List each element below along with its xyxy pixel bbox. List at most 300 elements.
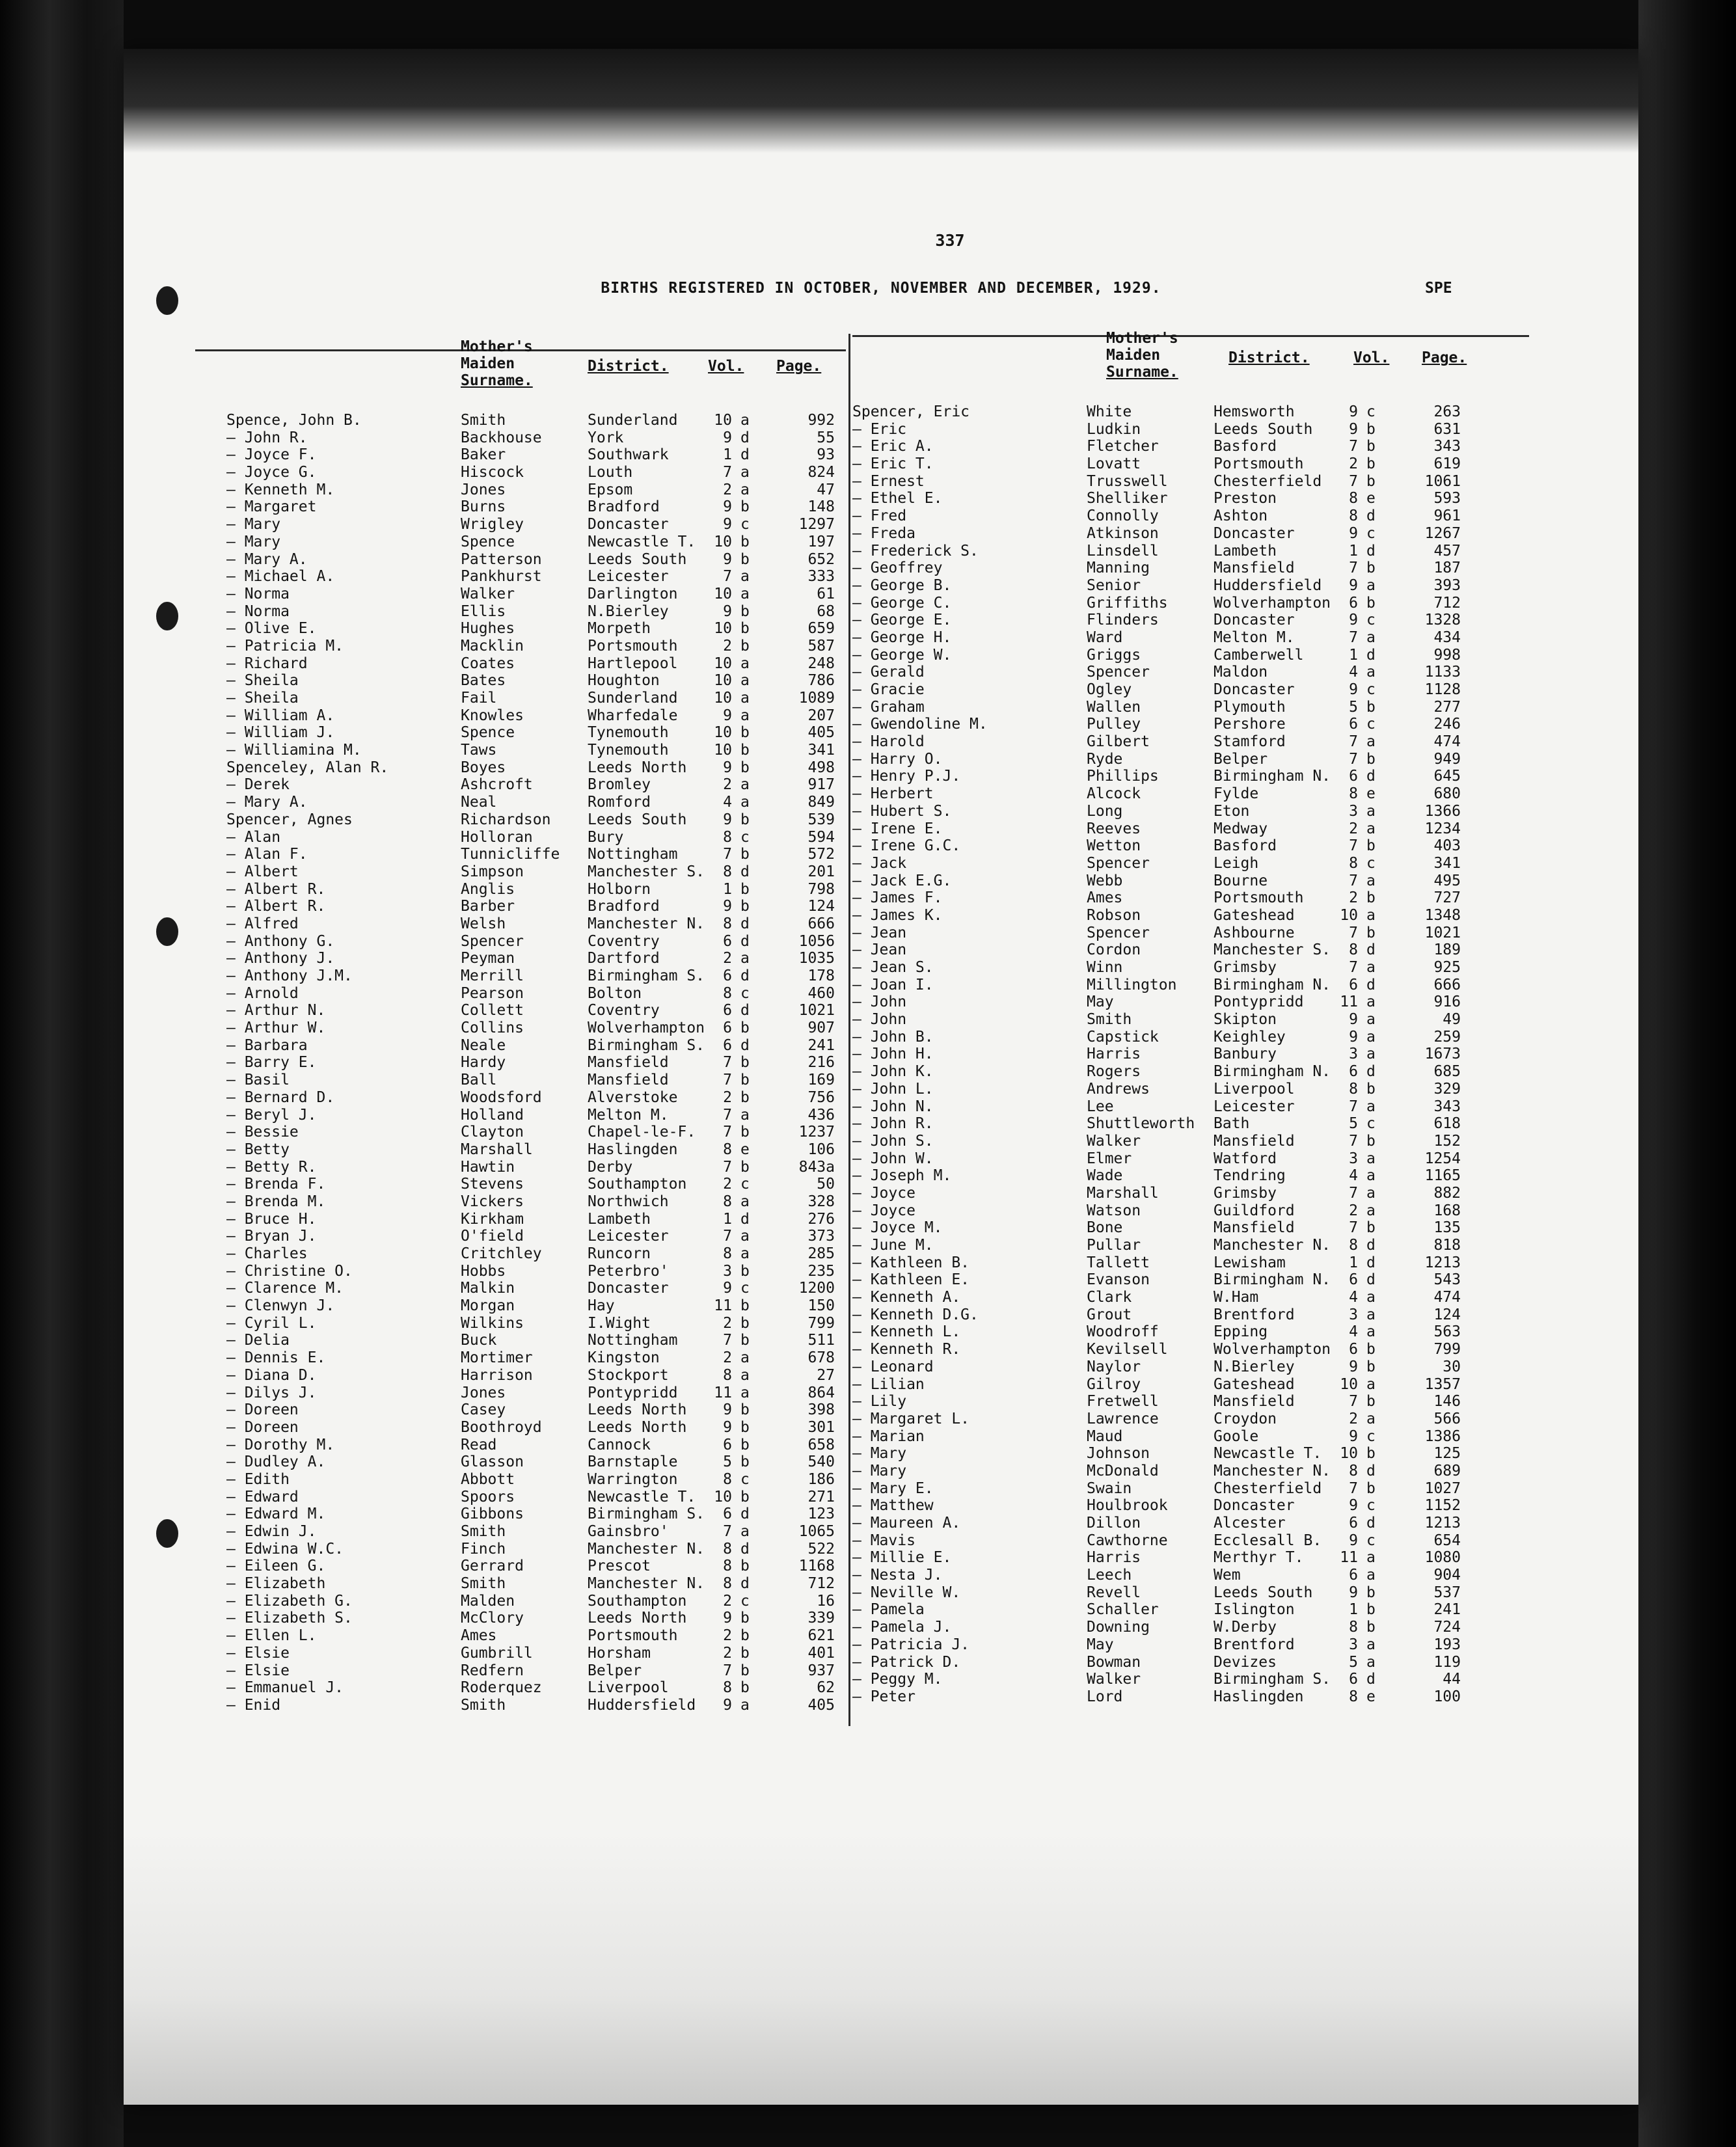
entry-name: — Edwin J. bbox=[226, 1523, 317, 1540]
entry-volume: 7 bbox=[1349, 628, 1358, 646]
entry-volume-letter: b bbox=[740, 498, 750, 516]
entry-name: — Jean S. bbox=[852, 959, 934, 976]
entry-district: Doncaster bbox=[588, 1280, 669, 1297]
register-entry bbox=[852, 629, 1510, 647]
entry-page: 207 bbox=[807, 707, 835, 724]
entry-page: 916 bbox=[1433, 993, 1461, 1011]
entry-volume: 1 bbox=[1349, 1254, 1358, 1271]
entry-page: 329 bbox=[1433, 1080, 1461, 1098]
entry-volume-letter: c bbox=[740, 984, 750, 1002]
entry-name: — Albert R. bbox=[226, 880, 326, 898]
entry-maiden-surname: Leech bbox=[1087, 1567, 1132, 1584]
entry-maiden-surname: Woodsford bbox=[461, 1088, 542, 1106]
entry-page: 343 bbox=[1433, 438, 1461, 455]
header-district: District. bbox=[588, 358, 669, 375]
entry-name: — Brenda F. bbox=[226, 1176, 326, 1193]
entry-name: — Graham bbox=[852, 698, 925, 716]
entry-district: Bourne bbox=[1214, 872, 1268, 889]
entry-name: — John K. bbox=[852, 1063, 934, 1081]
entry-name: — Norma bbox=[226, 585, 290, 602]
entry-page: 277 bbox=[1433, 698, 1461, 716]
entry-volume: 8 bbox=[723, 1540, 732, 1558]
entry-volume-letter: c bbox=[740, 1592, 750, 1610]
entry-page: 201 bbox=[807, 863, 835, 880]
register-entry bbox=[226, 1610, 884, 1627]
entry-district: Keighley bbox=[1214, 1028, 1286, 1046]
entry-district: Birmingham N. bbox=[1214, 976, 1331, 993]
entry-district: Goole bbox=[1214, 1427, 1259, 1445]
entry-name: — Betty R. bbox=[226, 1158, 317, 1176]
entry-district: Portsmouth bbox=[1214, 455, 1304, 473]
register-entry bbox=[226, 898, 884, 915]
register-entry bbox=[852, 1619, 1510, 1636]
register-entry bbox=[226, 1297, 884, 1315]
entry-name: — Doreen bbox=[226, 1418, 299, 1436]
entry-district: Southampton bbox=[588, 1176, 687, 1193]
register-entry bbox=[852, 1376, 1510, 1394]
entry-page: 62 bbox=[817, 1679, 835, 1697]
entry-maiden-surname: Watson bbox=[1087, 1202, 1141, 1219]
register-entry bbox=[226, 1419, 884, 1437]
register-entry bbox=[852, 872, 1510, 890]
entry-volume: 6 bbox=[723, 1002, 732, 1019]
entry-name: — George B. bbox=[852, 576, 952, 594]
register-entry bbox=[226, 446, 884, 464]
register-entry bbox=[226, 429, 884, 447]
entry-name: — George W. bbox=[852, 646, 952, 664]
entry-maiden-surname: Smith bbox=[1087, 1011, 1132, 1029]
entry-maiden-surname: Cawthorne bbox=[1087, 1532, 1168, 1549]
entry-volume-letter: b bbox=[740, 1262, 750, 1280]
entry-maiden-surname: Flinders bbox=[1087, 612, 1159, 629]
entry-maiden-surname: Hawtin bbox=[461, 1158, 515, 1176]
entry-district: Bradford bbox=[588, 498, 660, 516]
entry-page: 1200 bbox=[798, 1280, 835, 1297]
entry-name: — Elizabeth bbox=[226, 1575, 326, 1593]
entry-name: — Mary A. bbox=[226, 794, 308, 811]
entry-volume: 10 bbox=[714, 690, 732, 707]
entry-volume: 4 bbox=[1349, 664, 1358, 681]
entry-district: Haslingden bbox=[588, 1141, 678, 1158]
entry-page: 47 bbox=[817, 481, 835, 498]
entry-page: 1133 bbox=[1424, 664, 1461, 681]
entry-name: — Edith bbox=[226, 1470, 290, 1488]
entry-maiden-surname: Ludkin bbox=[1087, 420, 1141, 438]
entry-volume: 9 bbox=[723, 602, 732, 620]
entry-maiden-surname: Pullar bbox=[1087, 1237, 1141, 1254]
entry-name: — Joyce G. bbox=[226, 464, 317, 481]
entry-name: — George H. bbox=[852, 628, 952, 646]
entry-volume: 7 bbox=[723, 464, 732, 481]
entry-volume-letter: d bbox=[1366, 768, 1376, 785]
entry-volume-letter: b bbox=[740, 1054, 750, 1072]
entry-volume: 2 bbox=[723, 776, 732, 794]
entry-maiden-surname: Elmer bbox=[1087, 1150, 1132, 1167]
entry-name: — Mary bbox=[852, 1462, 907, 1479]
entry-name: — Elizabeth G. bbox=[226, 1592, 353, 1610]
entry-volume-letter: d bbox=[1366, 1254, 1376, 1271]
register-entry bbox=[226, 985, 884, 1003]
register-entry bbox=[852, 1549, 1510, 1567]
entry-volume-letter: d bbox=[1366, 542, 1376, 560]
entry-name: — Eric T. bbox=[852, 455, 934, 473]
entry-volume-letter: a bbox=[1366, 1028, 1376, 1046]
entry-district: Watford bbox=[1214, 1150, 1277, 1167]
entry-district: Newcastle T. bbox=[1214, 1445, 1322, 1463]
register-entry bbox=[226, 1176, 884, 1193]
entry-volume-letter: a bbox=[1366, 664, 1376, 681]
entry-district: Belper bbox=[1214, 750, 1268, 768]
entry-name: — Maureen A. bbox=[852, 1515, 961, 1532]
entry-volume: 10 bbox=[1340, 1445, 1358, 1463]
entry-name: — Henry P.J. bbox=[852, 768, 961, 785]
register-entry bbox=[226, 881, 884, 898]
entry-maiden-surname: Swain bbox=[1087, 1479, 1132, 1497]
entry-maiden-surname: Harris bbox=[1087, 1046, 1141, 1063]
entry-volume-letter: b bbox=[1366, 420, 1376, 438]
entry-volume: 9 bbox=[1349, 1497, 1358, 1515]
entry-name: — Barry E. bbox=[226, 1054, 317, 1072]
entry-district: Doncaster bbox=[1214, 612, 1295, 629]
entry-name: — Harry O. bbox=[852, 750, 943, 768]
entry-maiden-surname: Gilbert bbox=[1087, 733, 1150, 751]
entry-district: Sunderland bbox=[588, 412, 678, 429]
entry-maiden-surname: Phillips bbox=[1087, 768, 1159, 785]
entry-volume: 7 bbox=[1349, 924, 1358, 941]
entry-volume-letter: b bbox=[740, 1662, 750, 1679]
entry-maiden-surname: Hiscock bbox=[461, 464, 524, 481]
entry-volume-letter: b bbox=[1366, 750, 1376, 768]
entry-maiden-surname: Holloran bbox=[461, 828, 533, 846]
entry-volume: 2 bbox=[1349, 1202, 1358, 1219]
entry-maiden-surname: Grout bbox=[1087, 1306, 1132, 1323]
entry-name: — Sheila bbox=[226, 672, 299, 690]
entry-page: 1348 bbox=[1424, 906, 1461, 924]
entry-page: 398 bbox=[807, 1401, 835, 1419]
entry-district: Manchester N. bbox=[588, 915, 705, 932]
entry-maiden-surname: Tallett bbox=[1087, 1254, 1150, 1271]
entry-maiden-surname: Collett bbox=[461, 1002, 524, 1019]
register-entry bbox=[226, 1558, 884, 1575]
entry-volume: 7 bbox=[723, 1158, 732, 1176]
entry-name: — Olive E. bbox=[226, 620, 317, 638]
entry-name: — Joyce bbox=[852, 1184, 915, 1202]
entry-maiden-surname: Ward bbox=[1087, 628, 1123, 646]
entry-name: — George C. bbox=[852, 594, 952, 612]
entry-district: Nottingham bbox=[588, 846, 678, 863]
entry-name: — Beryl J. bbox=[226, 1106, 317, 1124]
entry-district: Barnstaple bbox=[588, 1453, 678, 1471]
entry-page: 511 bbox=[807, 1332, 835, 1349]
entry-page: 1297 bbox=[798, 516, 835, 533]
entry-volume-letter: a bbox=[740, 655, 750, 672]
register-entry bbox=[226, 1280, 884, 1297]
entry-district: N.Bierley bbox=[588, 602, 669, 620]
entry-volume: 8 bbox=[1349, 1462, 1358, 1479]
entry-district: Cannock bbox=[588, 1436, 651, 1453]
entry-name: — Irene G.C. bbox=[852, 837, 961, 855]
entry-maiden-surname: Harrison bbox=[461, 1366, 533, 1384]
entry-district: Hemsworth bbox=[1214, 403, 1295, 420]
entry-name: — Joyce F. bbox=[226, 446, 317, 464]
register-entry bbox=[852, 525, 1510, 543]
entry-page: 401 bbox=[807, 1644, 835, 1662]
entry-volume: 9 bbox=[1349, 403, 1358, 420]
entry-volume-letter: a bbox=[740, 585, 750, 602]
entry-district: Portsmouth bbox=[588, 1627, 678, 1645]
register-entry bbox=[226, 533, 884, 551]
entry-volume: 9 bbox=[723, 1418, 732, 1436]
entry-page: 189 bbox=[1433, 941, 1461, 959]
entry-maiden-surname: Abbott bbox=[461, 1470, 515, 1488]
entry-volume: 8 bbox=[723, 1141, 732, 1158]
entry-page: 712 bbox=[807, 1575, 835, 1593]
entry-name: — Michael A. bbox=[226, 568, 335, 586]
entry-volume-letter: a bbox=[1366, 1150, 1376, 1167]
entry-name: — Basil bbox=[226, 1072, 290, 1089]
register-entry bbox=[852, 1323, 1510, 1341]
entry-page: 1152 bbox=[1424, 1497, 1461, 1515]
entry-district: Birmingham N. bbox=[1214, 1271, 1331, 1289]
register-entry bbox=[226, 794, 884, 811]
entry-volume: 10 bbox=[714, 655, 732, 672]
entry-volume-letter: b bbox=[1366, 438, 1376, 455]
entry-volume: 8 bbox=[723, 1245, 732, 1262]
entry-district: Chapel-le-F. bbox=[588, 1124, 696, 1141]
entry-page: 100 bbox=[1433, 1688, 1461, 1705]
entry-district: Mansfield bbox=[1214, 560, 1295, 577]
entry-district: Guildford bbox=[1214, 1202, 1295, 1219]
entry-name: — John R. bbox=[226, 429, 308, 446]
register-entry bbox=[226, 1037, 884, 1055]
entry-volume-letter: b bbox=[740, 1072, 750, 1089]
entry-volume-letter: b bbox=[1366, 1619, 1376, 1636]
entry-page: 1213 bbox=[1424, 1515, 1461, 1532]
entry-volume-letter: b bbox=[1366, 594, 1376, 612]
entry-district: Manchester S. bbox=[1214, 941, 1331, 959]
entry-district: Leeds South bbox=[1214, 1584, 1313, 1601]
entry-name: — Joyce M. bbox=[852, 1219, 943, 1237]
entry-district: Tynemouth bbox=[588, 742, 669, 759]
entry-district: Maldon bbox=[1214, 664, 1268, 681]
entry-volume: 9 bbox=[723, 898, 732, 915]
entry-volume-letter: d bbox=[740, 863, 750, 880]
entry-page: 1056 bbox=[798, 932, 835, 950]
entry-volume: 1 bbox=[723, 880, 732, 898]
register-entry bbox=[852, 577, 1510, 595]
entry-name: — Lily bbox=[852, 1393, 907, 1411]
entry-district: Skipton bbox=[1214, 1011, 1277, 1029]
entry-page: 1237 bbox=[798, 1124, 835, 1141]
entry-page: 618 bbox=[1433, 1115, 1461, 1133]
register-entry bbox=[226, 1679, 884, 1697]
entry-volume: 9 bbox=[1349, 1584, 1358, 1601]
punch-hole bbox=[156, 917, 178, 946]
entry-volume-letter: d bbox=[740, 1575, 750, 1593]
entry-maiden-surname: Spencer bbox=[1087, 924, 1150, 941]
entry-volume: 9 bbox=[723, 550, 732, 568]
entry-page: 49 bbox=[1443, 1011, 1461, 1029]
entry-volume-letter: a bbox=[740, 690, 750, 707]
entry-volume-letter: a bbox=[1366, 576, 1376, 594]
entry-district: Wolverhampton bbox=[1214, 1341, 1331, 1358]
punch-hole bbox=[156, 602, 178, 630]
entry-volume-letter: b bbox=[740, 1627, 750, 1645]
entry-maiden-surname: Pulley bbox=[1087, 716, 1141, 733]
entry-maiden-surname: Gilroy bbox=[1087, 1375, 1141, 1393]
entry-district: Birmingham S. bbox=[588, 1506, 705, 1523]
entry-district: Melton M. bbox=[1214, 628, 1295, 646]
register-entry bbox=[852, 1480, 1510, 1498]
entry-name: — Emmanuel J. bbox=[226, 1679, 344, 1697]
entry-volume-letter: d bbox=[1366, 1671, 1376, 1688]
entry-page: 93 bbox=[817, 446, 835, 464]
entry-page: 44 bbox=[1443, 1671, 1461, 1688]
entry-volume: 10 bbox=[714, 742, 732, 759]
entry-maiden-surname: Smith bbox=[461, 412, 506, 429]
entry-page: 271 bbox=[807, 1488, 835, 1506]
entry-name: — Edward bbox=[226, 1488, 299, 1506]
entry-district: Basford bbox=[1214, 438, 1277, 455]
register-entry bbox=[226, 1141, 884, 1159]
entry-page: 393 bbox=[1433, 576, 1461, 594]
register-entry bbox=[226, 1332, 884, 1349]
entry-name: — Margaret bbox=[226, 498, 317, 516]
entry-maiden-surname: Spence bbox=[461, 533, 515, 550]
entry-page: 1328 bbox=[1424, 612, 1461, 629]
entry-volume: 3 bbox=[723, 1262, 732, 1280]
entry-volume-letter: b bbox=[740, 1488, 750, 1506]
register-entry bbox=[226, 1054, 884, 1072]
entry-maiden-surname: McDonald bbox=[1087, 1462, 1159, 1479]
register-entry bbox=[226, 412, 884, 429]
entry-maiden-surname: Ogley bbox=[1087, 681, 1132, 698]
entry-district: Gateshead bbox=[1214, 1375, 1295, 1393]
entry-name: — Edwina W.C. bbox=[226, 1540, 344, 1558]
entry-page: 1357 bbox=[1424, 1375, 1461, 1393]
register-entry bbox=[852, 1411, 1510, 1428]
entry-page: 241 bbox=[1433, 1601, 1461, 1619]
entry-maiden-surname: Ashcroft bbox=[461, 776, 533, 794]
entry-volume: 2 bbox=[723, 1314, 732, 1332]
register-entry bbox=[852, 699, 1510, 716]
entry-volume-letter: b bbox=[740, 550, 750, 568]
register-entry bbox=[226, 1124, 884, 1141]
entry-page: 849 bbox=[807, 794, 835, 811]
entry-volume: 2 bbox=[1349, 455, 1358, 473]
entry-name: — Jean bbox=[852, 924, 907, 941]
entry-maiden-surname: Evanson bbox=[1087, 1271, 1150, 1289]
entry-page: 403 bbox=[1433, 837, 1461, 855]
entry-name: — Anthony G. bbox=[226, 932, 335, 950]
entry-page: 654 bbox=[1433, 1532, 1461, 1549]
entry-volume: 10 bbox=[714, 585, 732, 602]
entry-volume-letter: a bbox=[1366, 1098, 1376, 1115]
entry-district: Prescot bbox=[588, 1558, 651, 1575]
entry-volume: 8 bbox=[723, 863, 732, 880]
entry-name: — John S. bbox=[852, 1132, 934, 1150]
entry-page: 148 bbox=[807, 498, 835, 516]
entry-name: — Mary bbox=[226, 516, 281, 533]
register-entry bbox=[226, 672, 884, 690]
entry-page: 961 bbox=[1433, 507, 1461, 525]
register-entry bbox=[852, 733, 1510, 751]
entry-district: Birmingham N. bbox=[1214, 1063, 1331, 1081]
entry-name: — Diana D. bbox=[226, 1366, 317, 1384]
entry-volume: 4 bbox=[723, 794, 732, 811]
entry-volume: 6 bbox=[1349, 1063, 1358, 1081]
entry-volume-letter: b bbox=[740, 1453, 750, 1471]
entry-volume-letter: a bbox=[1366, 1202, 1376, 1219]
entry-district: Leeds North bbox=[588, 1401, 687, 1419]
entry-page: 341 bbox=[807, 742, 835, 759]
register-entry bbox=[852, 785, 1510, 803]
entry-page: 457 bbox=[1433, 542, 1461, 560]
entry-page: 248 bbox=[807, 655, 835, 672]
entry-volume-letter: c bbox=[1366, 403, 1376, 420]
entry-volume-letter: b bbox=[1366, 1219, 1376, 1237]
entry-volume: 7 bbox=[1349, 1098, 1358, 1115]
entry-maiden-surname: Marshall bbox=[1087, 1184, 1159, 1202]
entry-page: 522 bbox=[807, 1540, 835, 1558]
entry-name: — Arthur N. bbox=[226, 1002, 326, 1019]
entry-name: — Norma bbox=[226, 602, 290, 620]
entry-volume-letter: a bbox=[1366, 906, 1376, 924]
entry-volume: 1 bbox=[723, 1210, 732, 1228]
entry-volume-letter: e bbox=[1366, 1688, 1376, 1705]
register-entry bbox=[852, 1428, 1510, 1446]
entry-volume: 7 bbox=[1349, 872, 1358, 889]
entry-volume: 8 bbox=[723, 915, 732, 932]
entry-page: 594 bbox=[807, 828, 835, 846]
entry-district: Liverpool bbox=[1214, 1080, 1295, 1098]
entry-volume-letter: b bbox=[1366, 472, 1376, 490]
entry-district: Pershore bbox=[1214, 716, 1286, 733]
entry-page: 328 bbox=[807, 1193, 835, 1210]
entry-volume-letter: c bbox=[740, 1176, 750, 1193]
entry-page: 631 bbox=[1433, 420, 1461, 438]
entry-name: — Mary A. bbox=[226, 550, 308, 568]
entry-page: 685 bbox=[1433, 1063, 1461, 1081]
entry-page: 824 bbox=[807, 464, 835, 481]
entry-page: 474 bbox=[1433, 733, 1461, 751]
entry-page: 119 bbox=[1433, 1653, 1461, 1671]
entry-maiden-surname: Clayton bbox=[461, 1124, 524, 1141]
entry-maiden-surname: Tunnicliffe bbox=[461, 846, 560, 863]
entry-volume: 7 bbox=[1349, 438, 1358, 455]
entry-maiden-surname: Wilkins bbox=[461, 1314, 524, 1332]
register-entry bbox=[852, 889, 1510, 907]
entry-district: Leigh bbox=[1214, 854, 1259, 872]
entry-volume: 8 bbox=[1349, 1688, 1358, 1705]
register-entry bbox=[226, 1228, 884, 1245]
entry-page: 572 bbox=[807, 846, 835, 863]
entry-volume: 8 bbox=[723, 1558, 732, 1575]
entry-name: — Millie E. bbox=[852, 1549, 952, 1567]
entry-district: Gateshead bbox=[1214, 906, 1295, 924]
register-entry bbox=[852, 560, 1510, 577]
entry-name: — Derek bbox=[226, 776, 290, 794]
entry-volume: 3 bbox=[1349, 802, 1358, 820]
entry-volume-letter: a bbox=[740, 1366, 750, 1384]
register-entry bbox=[852, 1532, 1510, 1550]
entry-maiden-surname: Downing bbox=[1087, 1619, 1150, 1636]
register-entry bbox=[852, 1115, 1510, 1133]
entry-volume-letter: d bbox=[1366, 646, 1376, 664]
entry-maiden-surname: Ames bbox=[461, 1627, 497, 1645]
entry-volume-letter: b bbox=[740, 724, 750, 742]
register-entry bbox=[852, 1584, 1510, 1602]
